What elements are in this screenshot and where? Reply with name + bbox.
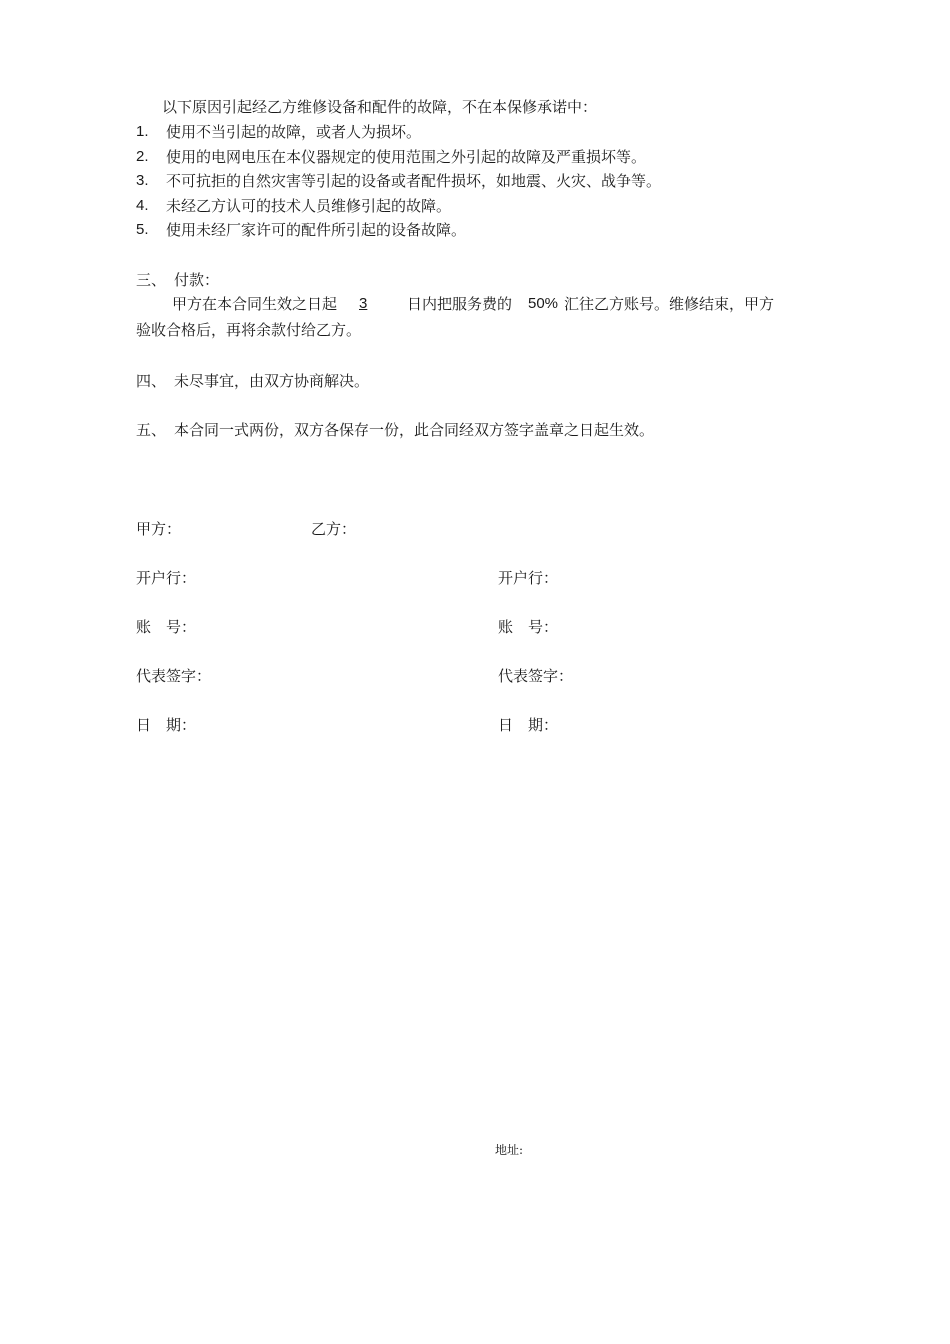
party-b-label: 乙方： <box>311 520 357 538</box>
party-a-representative-label: 代表签字： <box>136 667 212 685</box>
list-item-number: 3. <box>136 172 149 189</box>
payment-line2: 验收合格后，再将余款付给乙方。 <box>136 321 362 339</box>
party-a-label: 甲方： <box>136 520 182 538</box>
list-item-number: 4. <box>136 197 149 214</box>
payment-percent: 50% <box>528 295 559 312</box>
party-a-date-label: 日 期： <box>136 716 197 734</box>
section-3-heading: 付款： <box>174 271 220 289</box>
list-item: 使用的电网电压在本仪器规定的使用范围之外引起的故障及严重损坏等。 <box>166 148 647 166</box>
list-item: 使用不当引起的故障，或者人为损坏。 <box>166 123 422 141</box>
section-5-number: 五、 <box>136 421 167 439</box>
list-item: 未经乙方认可的技术人员维修引起的故障。 <box>166 197 452 215</box>
list-item: 使用未经厂家许可的配件所引起的设备故障。 <box>166 221 467 239</box>
list-item-number: 1. <box>136 123 149 140</box>
party-b-bank-label: 开户行： <box>498 569 559 587</box>
party-a-account-label: 账 号： <box>136 618 197 636</box>
section-4-number: 四、 <box>136 372 167 390</box>
party-b-representative-label: 代表签字： <box>498 667 574 685</box>
exclusions-intro: 以下原因引起经乙方维修设备和配件的故障，不在本保修承诺中： <box>162 98 598 116</box>
section-5-text: 本合同一式两份，双方各保存一份，此合同经双方签字盖章之日起生效。 <box>174 421 655 439</box>
payment-days: 3 <box>359 295 368 312</box>
payment-line1-pre: 甲方在本合同生效之日起 <box>172 295 338 313</box>
payment-line1-tail: 汇往乙方账号。维修结束，甲方 <box>564 295 775 313</box>
party-a-bank-label: 开户行： <box>136 569 197 587</box>
section-4-text: 未尽事宜，由双方协商解决。 <box>174 372 370 390</box>
party-b-date-label: 日 期： <box>498 716 559 734</box>
payment-line1-post: 日内把服务费的 <box>407 295 513 313</box>
list-item: 不可抗拒的自然灾害等引起的设备或者配件损坏，如地震、火灾、战争等。 <box>166 172 662 190</box>
section-3-number: 三、 <box>136 271 167 289</box>
party-b-account-label: 账 号： <box>498 618 559 636</box>
list-item-number: 5. <box>136 221 149 238</box>
footer-address-label: 地址: <box>495 1143 524 1157</box>
list-item-number: 2. <box>136 148 149 165</box>
